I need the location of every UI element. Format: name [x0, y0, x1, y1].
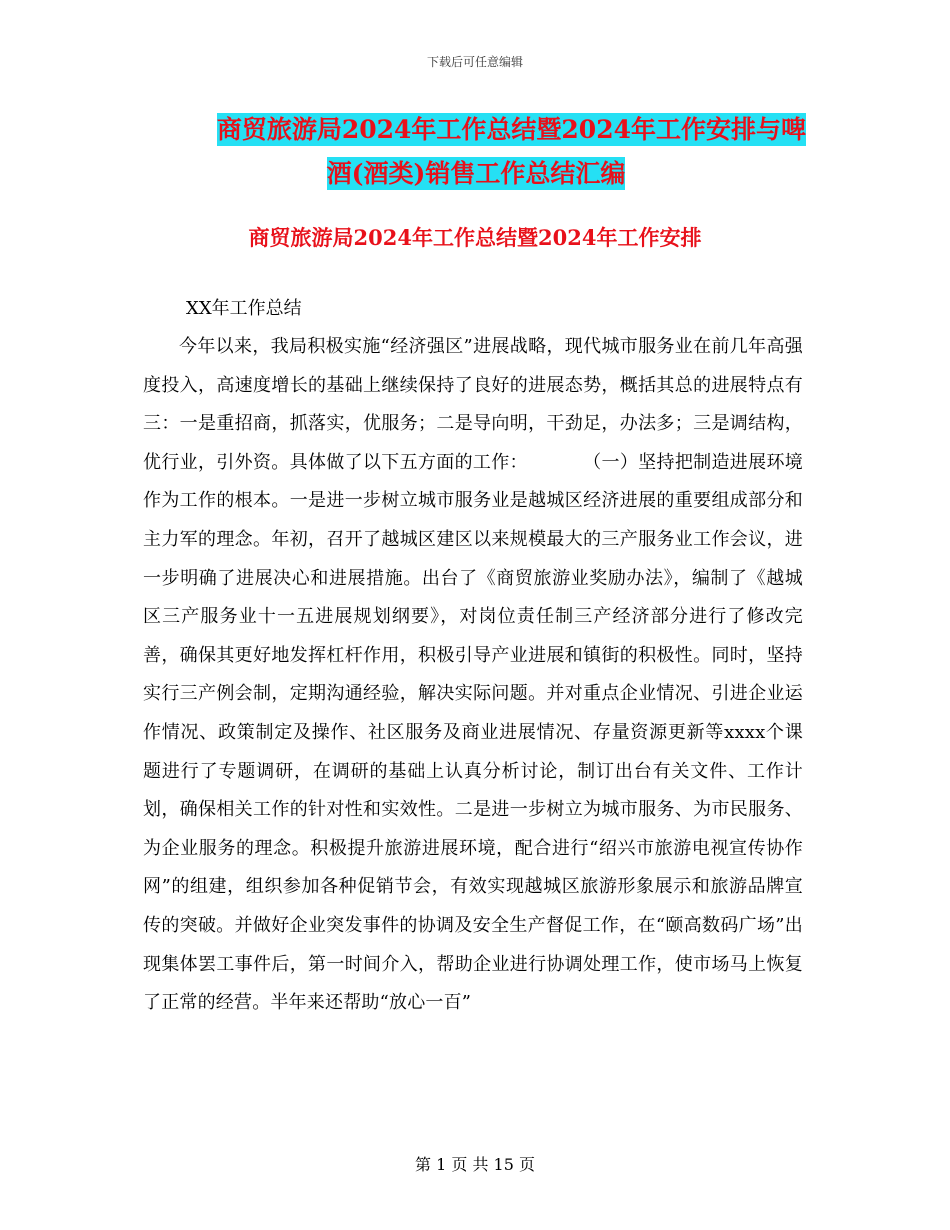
body-paragraph: 今年以来，我局积极实施“经济强区”进展战略，现代城市服务业在前几年高强度投入，高速度增长的基础上继续保持了良好的进展态势，概括其总的进展特点有三：一是重招商，抓落实，优服务；二是导向明，干劲足，办法多；三是调结构，优行业，引外资。具体做了以下五方面的工作： （一）坚持把制造进展环境作为工作的根本。一是进一步树立城市服务业是越城区经济进展的重要组成部分和主力军的理念。年初，召开了越城区建区以来规模最大的三产服务业工作会议，进一步明确了进展决心和进展措施。出台了《商贸旅游业奖励办法》，编制了《越城区三产服务业十一五进展规划纲要》，对岗位责任制三产经济部分进行了修改完善，确保其更好地发挥杠杆作用，积极引导产业进展和镇街的积极性。同时，坚持实行三产例会制，定期沟通经验，解决实际问题。并对重点企业情况、引进企业运作情况、政策制定及操作、社区服务及商业进展情况、存量资源更新等xxxx个课题进行了专题调研，在调研的基础上认真分析讨论，制订出台有关文件、工作计划，确保相关工作的针对性和实效性。二是进一步树立为城市服务、为市民服务、为企业服务的理念。积极提升旅游进展环境，配合进行“绍兴市旅游电视宣传协作网”的组建，组织参加各种促销节会，有效实现越城区旅游形象展示和旅游品牌宣传的突破。并做好企业突发事件的协调及安全生产督促工作，在“颐高数码广场”出现集体罢工事件后，第一时间介入，帮助企业进行协调处理工作，使市场马上恢复了正常的经营。半年来还帮助“放心一百” — [143, 336, 803, 1014]
document-title-line-1 — [146, 108, 806, 152]
page-number-footer: 第 1 页 共 15 页 — [415, 1155, 535, 1174]
subheading: XX年工作总结 — [186, 298, 302, 319]
section-title: 商贸旅游局2024年工作总结暨2024年工作安排 — [248, 225, 702, 250]
document-title-line-2 — [146, 152, 806, 196]
header-note: 下载后可任意编辑 — [426, 55, 523, 69]
document-title-line-1-text: 商贸旅游局2024年工作总结暨2024年工作安排与啤 — [216, 115, 806, 144]
document-title-line-2-text: 酒(酒类)销售工作总结汇编 — [326, 159, 626, 188]
